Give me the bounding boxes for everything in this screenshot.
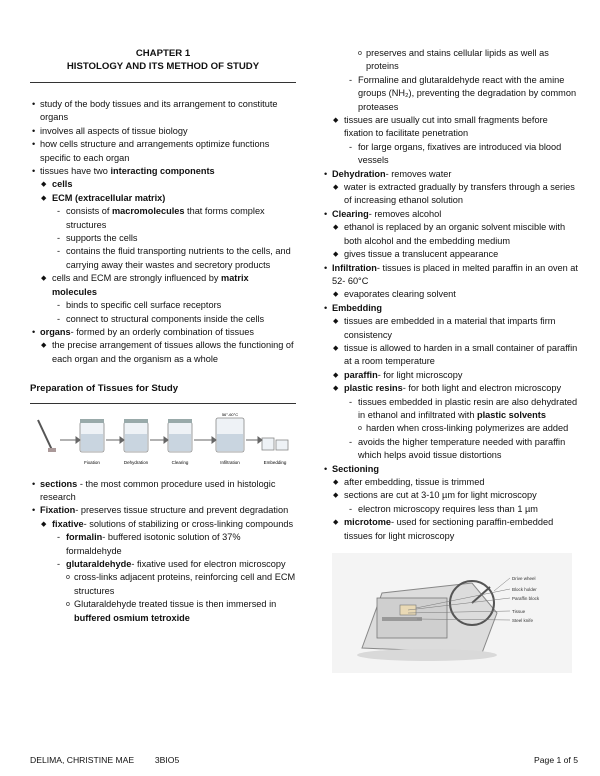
list-item xyxy=(30,504,296,517)
list-item xyxy=(30,339,296,366)
label-infiltration: Infiltration xyxy=(220,459,240,465)
dash-bullet-icon: - xyxy=(57,313,61,324)
list-item-text: tissues embedded in plastic resin are also dehydrated in ethanol and infiltrated with xyxy=(358,396,578,420)
list-item xyxy=(322,422,578,435)
dash-bullet-icon: - xyxy=(349,503,353,514)
list-item xyxy=(30,98,296,125)
list-item-text: how cells structure and arrangements optimize functions specific to each organ xyxy=(40,139,270,163)
bullet-icon: • xyxy=(324,168,328,179)
list-item xyxy=(322,369,578,382)
list-item-term: microtome xyxy=(344,517,391,528)
diamond-bullet-icon: ◆ xyxy=(333,224,339,232)
list-item-text: sections are cut at 3-10 µm for light microscopy xyxy=(344,490,537,501)
list-item-term: buffered osmium tetroxide xyxy=(74,612,190,623)
microtome-figure xyxy=(322,553,578,673)
diamond-bullet-icon: ◆ xyxy=(333,291,339,299)
list-item xyxy=(30,518,296,531)
list-item xyxy=(322,503,578,516)
label-block-holder: Block holder xyxy=(512,587,537,593)
list-item-term: Clearing xyxy=(332,208,369,219)
label-paraffin-block: Paraffin block xyxy=(512,596,540,602)
list-item-text: electron microscopy requires less than 1 µm xyxy=(358,503,538,514)
intro-list xyxy=(30,98,296,366)
list-item xyxy=(30,125,296,138)
left-column xyxy=(30,0,296,625)
list-item xyxy=(322,382,578,395)
bullet-icon: • xyxy=(32,99,36,109)
list-item-text: - the most common procedure used in histologic research xyxy=(40,478,276,502)
dash-bullet-icon: - xyxy=(57,206,61,217)
diamond-bullet-icon: ◆ xyxy=(333,385,339,393)
list-item xyxy=(30,598,296,625)
list-item xyxy=(30,326,296,339)
dash-bullet-icon: - xyxy=(57,233,61,244)
diamond-bullet-icon: ◆ xyxy=(333,492,339,500)
list-item xyxy=(30,299,296,312)
list-item-term: macromolecules xyxy=(111,206,185,217)
diamond-bullet-icon: ◆ xyxy=(333,251,339,259)
list-item-text: connect to structural components inside the cells xyxy=(66,313,265,324)
list-item-text: - solutions of stabilizing or cross-linking compounds xyxy=(83,518,294,529)
list-item-text: tissues have two xyxy=(40,166,111,177)
dash-bullet-icon: - xyxy=(57,532,61,543)
list-item xyxy=(322,476,578,489)
label-temperature: 56°-60°C xyxy=(221,411,239,417)
diamond-bullet-icon: ◆ xyxy=(41,520,47,528)
dash-bullet-icon: - xyxy=(349,74,353,85)
diamond-bullet-icon: ◆ xyxy=(41,275,47,283)
list-item-text: tissues are usually cut into small fragments before fixation to facilitate penetration xyxy=(344,115,548,139)
list-item-text: avoids the higher temperature needed with paraffin which helps avoid tissue distortions xyxy=(358,436,566,461)
section-heading: Preparation of Tissues for Study xyxy=(30,383,179,395)
list-item-text: for large organs, fixatives are introduced via blood vessels xyxy=(358,141,562,166)
label-tissue: Tissue xyxy=(512,609,526,615)
list-item xyxy=(30,232,296,245)
chapter-title: HISTOLOGY AND ITS METHOD OF STUDY xyxy=(66,61,260,72)
bullet-icon: • xyxy=(324,463,328,474)
bullet-icon: • xyxy=(324,262,328,273)
list-item-text: tissue is allowed to harden in a small container of paraffin at a room temperature xyxy=(344,342,578,367)
dash-bullet-icon: - xyxy=(349,436,353,447)
list-item-text: ethanol is replaced by an organic solvent miscible with both alcohol and the embedding medium xyxy=(344,222,566,246)
section-code: 3BIO5 xyxy=(154,755,180,765)
list-item-text: cross-links adjacent proteins, reinforcing cell and ECM structures xyxy=(74,572,296,596)
diamond-bullet-icon: ◆ xyxy=(41,181,47,189)
list-item-term: ECM (extracellular matrix) xyxy=(52,192,166,203)
procedure-list xyxy=(322,47,578,543)
list-item-text: - fixative used for electron microscopy xyxy=(131,558,286,569)
bullet-icon: • xyxy=(32,326,36,337)
bullet-icon: • xyxy=(32,166,36,177)
list-item-text: that forms complex structures xyxy=(66,206,265,230)
list-item xyxy=(322,302,578,315)
label-clearing: Clearing xyxy=(171,459,189,465)
chapter-label: CHAPTER 1 xyxy=(135,48,191,59)
list-item xyxy=(30,165,296,178)
list-item xyxy=(322,516,578,543)
list-item-term: formalin xyxy=(66,532,103,543)
list-item-text: contains the fluid transporting nutrients to the cells, and carrying away their wastes and secretory products xyxy=(66,246,291,270)
list-item-text: study of the body tissues and its arrangement to constitute organs xyxy=(40,99,278,123)
list-item xyxy=(30,138,296,165)
list-item-text: - removes alcohol xyxy=(368,208,442,219)
list-item xyxy=(322,114,578,141)
list-item-text: - used for sectioning paraffin-embedded tissues for light microscopy xyxy=(344,517,554,541)
dash-bullet-icon: - xyxy=(57,558,61,569)
list-item xyxy=(30,478,296,505)
circle-bullet-icon: o xyxy=(358,50,362,57)
list-item-term: cells xyxy=(52,179,73,190)
list-item-text: after embedding, tissue is trimmed xyxy=(344,477,485,487)
list-item xyxy=(322,208,578,221)
list-item-text: water is extracted gradually by transfers through a series of increasing ethanol solution xyxy=(344,182,575,206)
list-item-text: - buffered isotonic solution of 37% formaldehyde xyxy=(66,532,241,556)
list-item xyxy=(322,47,578,74)
diamond-bullet-icon: ◆ xyxy=(41,194,47,202)
tissue-processing-diagram xyxy=(30,410,296,470)
diamond-bullet-icon: ◆ xyxy=(333,117,339,125)
list-item xyxy=(322,489,578,502)
list-item xyxy=(30,313,296,326)
list-item-text: Formaline and glutaraldehyde react with the amine groups (NH₂), preventing the degradation by common proteases xyxy=(358,74,577,112)
label-fixation: Fixation xyxy=(84,459,100,465)
list-item-term: matrix molecules xyxy=(52,273,249,297)
list-item xyxy=(322,221,578,248)
list-item xyxy=(322,463,578,476)
bullet-icon: • xyxy=(324,302,328,313)
list-item-term: Fixation xyxy=(40,505,76,516)
list-item xyxy=(322,262,578,289)
list-item-term: plastic resins xyxy=(344,383,403,394)
list-item xyxy=(322,141,578,168)
label-steel-knife: Steel knife xyxy=(512,618,534,624)
list-item xyxy=(30,558,296,571)
list-item xyxy=(322,181,578,208)
tissue-processing-figure xyxy=(30,410,296,470)
bullet-icon: • xyxy=(324,208,328,219)
list-item-text: Glutaraldehyde treated tissue is then immersed in xyxy=(74,599,277,610)
diamond-bullet-icon: ◆ xyxy=(333,184,339,192)
list-item xyxy=(322,74,578,114)
label-embedding: Embedding xyxy=(263,459,287,465)
list-item xyxy=(322,248,578,261)
list-item-term: Sectioning xyxy=(332,463,379,474)
list-item xyxy=(30,245,296,272)
list-item-text: - for both light and electron microscopy xyxy=(402,383,562,394)
list-item-text: - formed by an orderly combination of tissues xyxy=(70,326,254,337)
circle-bullet-icon: o xyxy=(66,574,70,582)
list-item xyxy=(322,436,578,463)
list-item-term: Infiltration xyxy=(332,262,377,273)
dash-bullet-icon: - xyxy=(57,300,61,311)
list-item-text: - for light microscopy xyxy=(377,369,463,380)
list-item-text: the precise arrangement of tissues allows the functioning of each organ and the organism as a whole xyxy=(52,340,294,364)
list-item xyxy=(30,192,296,205)
list-item-text: gives tissue a translucent appearance xyxy=(344,249,499,260)
list-item-term: Dehydration xyxy=(332,168,386,179)
list-item-text: preserves and stains cellular lipids as well as proteins xyxy=(366,48,549,72)
list-item-term: interacting components xyxy=(110,166,215,177)
list-item xyxy=(322,342,578,369)
list-item-text: consists of xyxy=(66,206,112,217)
dash-bullet-icon: - xyxy=(349,141,353,152)
list-item-term: organs xyxy=(40,326,71,337)
bullet-icon: • xyxy=(32,478,36,489)
list-item-term: paraffin xyxy=(344,369,378,380)
list-item-text: harden when cross-linking polymerizes are added xyxy=(366,423,569,434)
list-item-term: fixative xyxy=(52,518,84,529)
list-item-text: supports the cells xyxy=(66,233,138,244)
list-item-text: involves all aspects of tissue biology xyxy=(40,125,188,136)
list-item-term: Embedding xyxy=(332,302,383,313)
list-item xyxy=(322,396,578,423)
right-column xyxy=(322,0,578,673)
diamond-bullet-icon: ◆ xyxy=(333,344,339,352)
list-item-text: tissues are embedded in a material that imparts firm consistency xyxy=(344,316,556,340)
list-item-text: - removes water xyxy=(385,168,452,179)
label-drive-wheel: Drive wheel xyxy=(512,576,536,582)
list-item-term: glutaraldehyde xyxy=(66,558,132,569)
list-item xyxy=(30,272,296,299)
list-item-text: evaporates clearing solvent xyxy=(344,289,456,300)
bullet-icon: • xyxy=(32,125,36,136)
list-item-text: - preserves tissue structure and prevent degradation xyxy=(75,505,289,516)
diamond-bullet-icon: ◆ xyxy=(333,318,339,326)
list-item-term: plastic solvents xyxy=(477,409,546,420)
list-item xyxy=(30,178,296,191)
diamond-bullet-icon: ◆ xyxy=(41,342,47,350)
list-item xyxy=(322,168,578,181)
footer-author xyxy=(30,754,179,767)
preparation-list xyxy=(30,478,296,625)
circle-bullet-icon: o xyxy=(358,425,362,433)
diamond-bullet-icon: ◆ xyxy=(333,479,339,486)
list-item xyxy=(322,315,578,342)
label-dehydration: Dehydration xyxy=(123,459,149,465)
list-item-text: cells and ECM are strongly influenced by xyxy=(52,273,222,284)
dash-bullet-icon: - xyxy=(57,246,61,257)
page-number: Page 1 of 5 xyxy=(534,755,578,765)
list-item xyxy=(30,205,296,232)
bullet-icon: • xyxy=(32,505,36,516)
list-item-text: - tissues is placed in melted paraffin in an oven at 52- 60°C xyxy=(332,262,578,286)
dash-bullet-icon: - xyxy=(349,396,353,407)
list-item xyxy=(322,288,578,301)
circle-bullet-icon: o xyxy=(66,601,70,609)
diamond-bullet-icon: ◆ xyxy=(333,519,339,527)
list-item xyxy=(30,571,296,598)
list-item xyxy=(30,531,296,558)
author-name: DELIMA, CHRISTINE MAE xyxy=(30,755,135,765)
diamond-bullet-icon: ◆ xyxy=(333,371,339,379)
list-item-term: sections xyxy=(40,478,78,489)
bullet-icon: • xyxy=(32,139,36,150)
microtome-illustration xyxy=(322,553,578,673)
list-item-text: binds to specific cell surface receptors xyxy=(66,300,222,311)
